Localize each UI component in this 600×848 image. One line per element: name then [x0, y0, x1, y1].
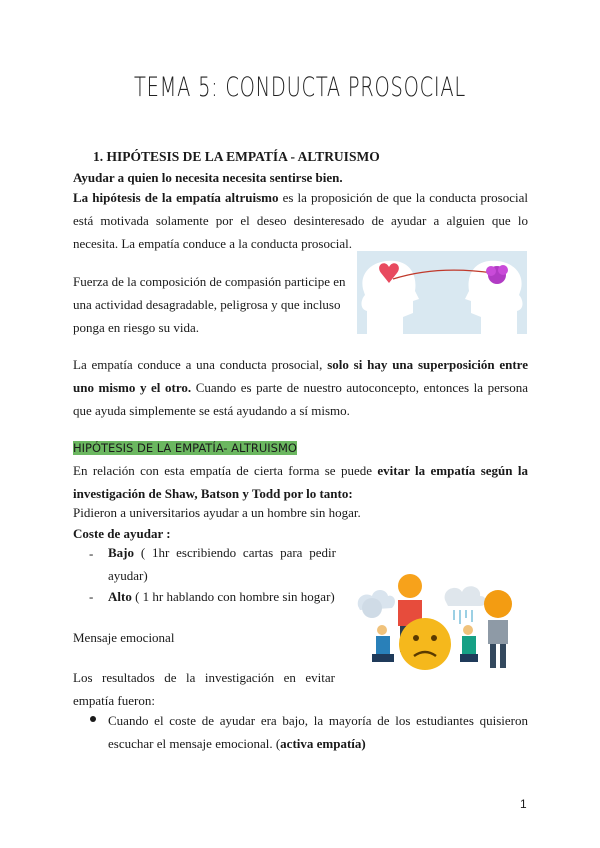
- subheading: Ayudar a quien lo necesita necesita sentirse bien.: [73, 170, 343, 185]
- paragraph-definition: La hipótesis de la empatía altruismo es la proposición de que la conducta prosocial está motivada solamente por el deseo desinteresado de ayudar a alguien que lo necesita. La empatía conduce a la conducta prosocial.: [73, 190, 528, 251]
- list-item: Alto ( 1 hr hablando con hombre sin hogar): [108, 589, 335, 604]
- list-bullet: -: [89, 589, 94, 604]
- paragraph-resultados: Los resultados de la investigación en evitar empatía fueron:: [73, 670, 335, 708]
- paragraph-investigacion: En relación con esta empatía de cierta forma se puede evitar la empatía según la investigación de Shaw, Batson y Todd por lo tanto:: [73, 463, 528, 501]
- list-item: Bajo ( 1hr escribiendo cartas para pedir ayudar): [108, 545, 336, 583]
- paragraph-superposicion: La empatía conduce a una conducta prosocial, solo si hay una superposición entre uno mismo y el otro. Cuando es parte de nuestro autoconcepto, entonces la persona que ayuda simplemente se está ayudando a sí mismo.: [73, 357, 528, 418]
- list-bullet: -: [89, 546, 94, 561]
- paragraph-fuerza: Fuerza de la composición de compasión participe en una actividad desagradable, peligrosa y que incluso ponga en riesgo su vida.: [73, 274, 346, 335]
- mensaje-emocional: Mensaje emocional: [73, 630, 175, 645]
- sad-people-illustration: [350, 570, 530, 675]
- page-title: TEMA 5: CONDUCTA PROSOCIAL: [134, 72, 466, 103]
- empathy-heads-image: [357, 251, 527, 334]
- bullet-dot: [89, 715, 97, 723]
- section-heading: 1. HIPÓTESIS DE LA EMPATÍA - ALTRUISMO: [93, 149, 380, 164]
- paragraph-universitarios: Pidieron a universitarios ayudar a un hombre sin hogar.: [73, 505, 361, 520]
- highlighted-heading: HIPÓTESIS DE LA EMPATÍA- ALTRUISMO: [73, 441, 297, 455]
- list-item-result: Cuando el coste de ayudar era bajo, la mayoría de los estudiantes quisieron escuchar el mensaje emocional. (activa empatía): [108, 713, 528, 751]
- page-number: 1: [520, 797, 527, 811]
- coste-label: Coste de ayudar :: [73, 526, 171, 541]
